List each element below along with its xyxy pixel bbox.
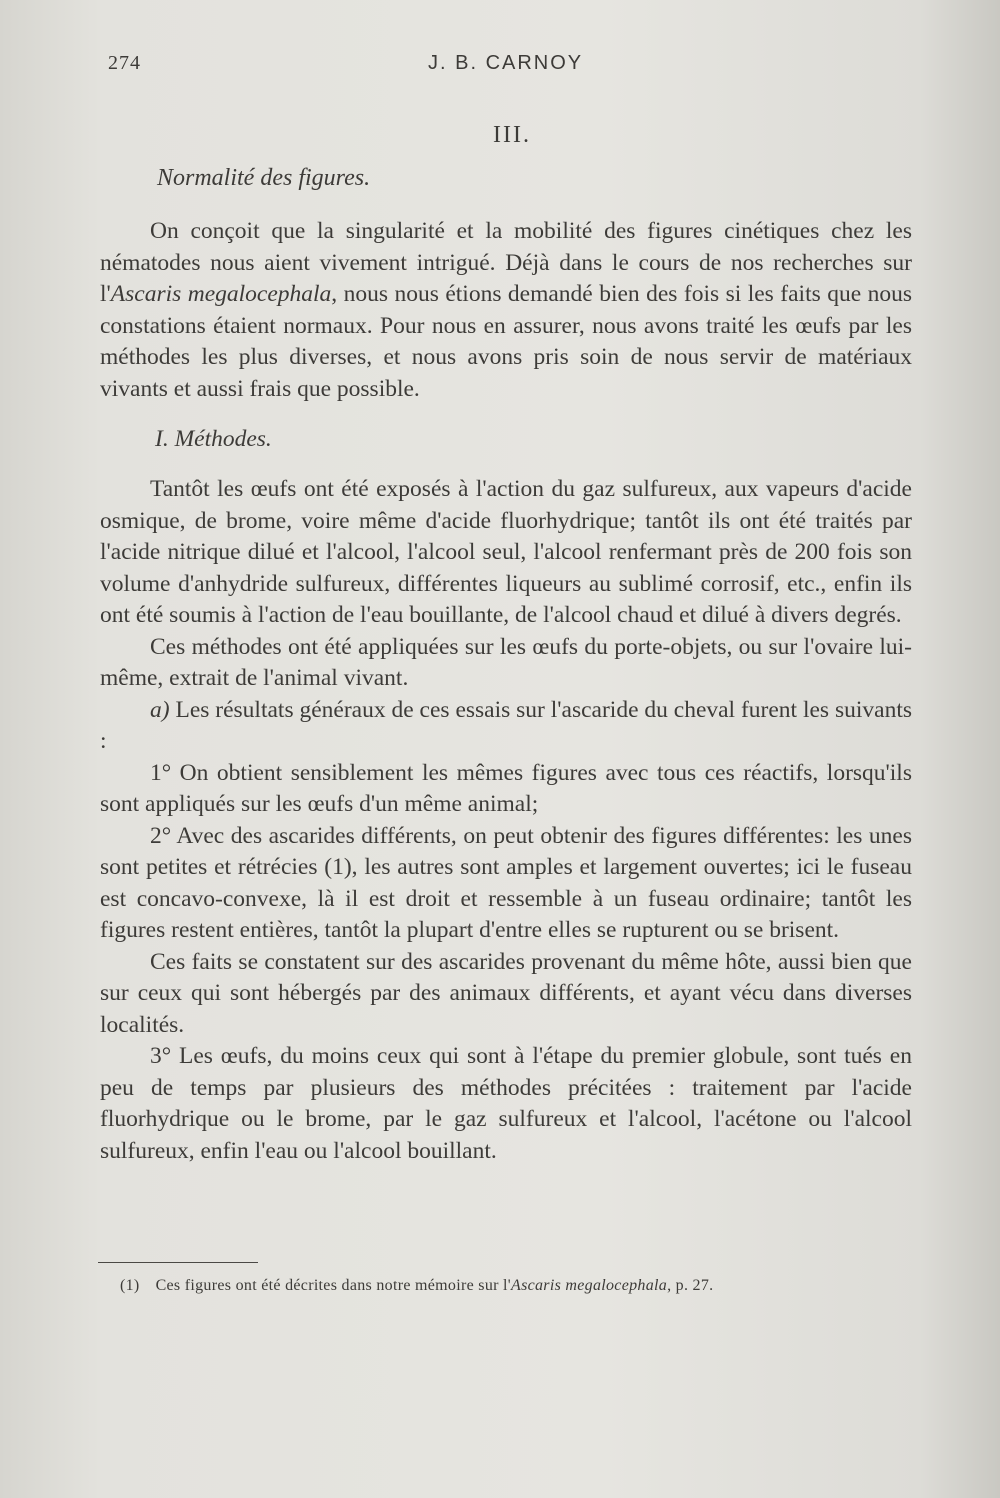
page-number: 274 — [108, 52, 141, 74]
paragraph: Ces faits se constatent sur des ascarides provenant du même hôte, aussi bien que sur ceux qui sont hébergés par des animaux différents, et ayant vécu dans diverses localités. — [100, 948, 912, 1038]
intro-text-block — [100, 216, 912, 405]
footnote-divider — [98, 1262, 258, 1263]
paragraph: 2° Avec des ascarides différents, on peut obtenir des figures différentes: les unes sont petites et rétrécies (1), les autres sont amples et largement ouvertes; ici le fuseau est concavo-convexe, là il est droit et ressemble à un fuseau ordinaire; tantôt les figures restent entières, tantôt la plupart d'entre elles se rupturent ou se brisent. — [100, 822, 912, 943]
paragraph-text: On conçoit que la singularité et la mobilité des figures cinétiques chez les nématodes nous aient vivement intrigué. Déjà dans le cours de nos recherches sur l' — [100, 218, 912, 307]
paragraph — [100, 216, 912, 405]
subheading: I. Méthodes. — [155, 426, 272, 452]
paragraph — [100, 695, 912, 758]
footnote — [120, 1277, 713, 1295]
paragraph: Tantôt les œufs ont été exposés à l'action du gaz sulfureux, aux vapeurs d'acide osmique, de brome, voire même d'acide fluorhydrique; tantôt ils ont été traités par l'acide nitrique dilué et l'alcool, l'alcool seul, l'alcool renfermant près de 200 fois son volume d'anhydride sulfureux, différentes liqueurs au sublimé corrosif, etc., enfin ils ont été soumis à l'action de l'eau bouillante, de l'alcool chaud et dilué à divers degrés. — [100, 476, 912, 628]
paragraph: Ces méthodes ont été appliquées sur les œufs du porte-objets, ou sur l'ovaire lui-même, extrait de l'animal vivant. — [100, 633, 912, 691]
paragraph-text: , nous nous étions demandé bien des fois si les faits que nous constations étaient normaux. Pour nous en assurer, nous avons traité les œufs par les méthodes les plus diverses, et nous avons pris soin de nous servir de matériaux vivants et aussi frais que possible. — [100, 281, 912, 402]
footnote-text: Ces figures ont été décrites dans notre mémoire sur l' — [155, 1277, 511, 1294]
section-title: Normalité des figures. — [157, 165, 371, 191]
footnote-mark: (1) — [120, 1277, 140, 1294]
footnote-text: , p. 27. — [667, 1277, 714, 1294]
paragraph: 3° Les œufs, du moins ceux qui sont à l'étape du premier globule, sont tués en peu de temps par plusieurs des méthodes précitées : traitement par l'acide fluorhydrique ou le brome, par le gaz sulfureux et l'alcool, l'acétone ou l'alcool sulfureux, enfin l'eau ou l'alcool bouillant. — [100, 1043, 912, 1164]
species-name: Ascaris megalocephala — [110, 281, 332, 307]
paragraph: 1° On obtient sensiblement les mêmes figures avec tous ces réactifs, lorsqu'ils sont appliqués sur les œufs d'un même animal; — [100, 759, 912, 817]
methods-text-block — [100, 474, 912, 1167]
footnote-species-name: Ascaris megalocephala — [511, 1277, 668, 1294]
running-head — [108, 52, 908, 78]
paragraph-text: Les résultats généraux de ces essais sur l'ascaride du cheval furent les suivants : — [100, 696, 912, 754]
running-title: J. B. CARNOY — [428, 52, 584, 74]
paragraph-marker: a) — [150, 696, 170, 723]
section-number: III. — [493, 122, 531, 148]
